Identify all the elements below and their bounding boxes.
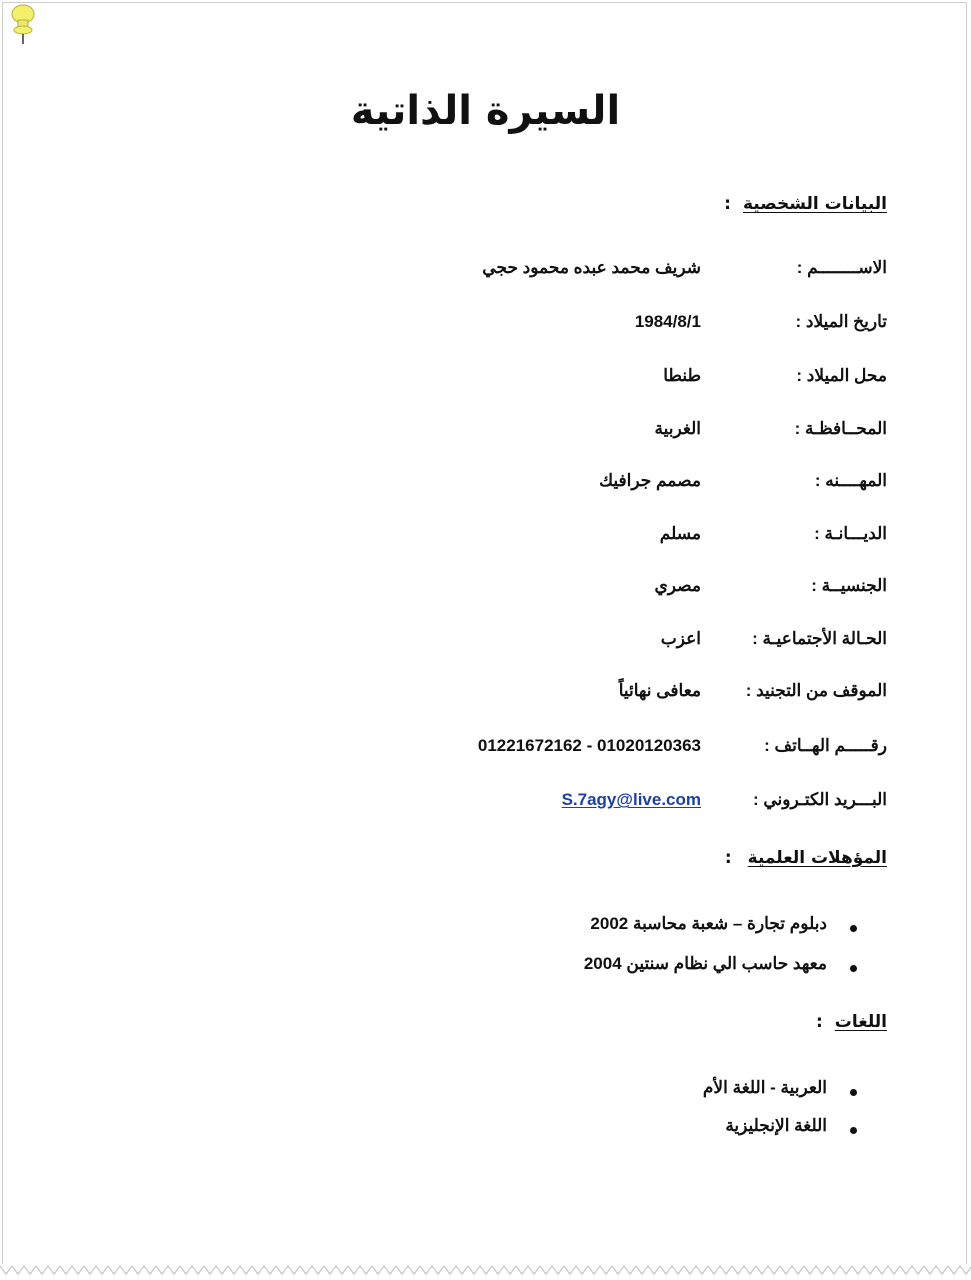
language-text: العربية - اللغة الأم [702,1078,827,1097]
field-value: شريف محمد عبده محمود حجي [482,258,701,277]
field-row-marital-status [0,629,971,659]
phone-value: 01221672162 - 01020120363 [477,736,701,755]
personal-section-heading [724,194,887,214]
field-value: 1984/8/1 [634,312,701,331]
field-label: الموقف من التجنيد : [745,681,887,700]
languages-section-heading [816,1012,887,1032]
field-row-birthplace [0,366,971,396]
field-label: الديـــانـة : [814,524,887,543]
bullet-icon [850,965,857,972]
field-row-phone [0,736,971,766]
bullet-icon [850,1089,857,1096]
bullet-icon [850,925,857,932]
bullet-icon [850,1127,857,1134]
qualifications-heading-text: المؤهلات العلمية [747,848,887,868]
field-value: اعزب [660,629,701,648]
field-row-governorate [0,419,971,449]
field-row-religion [0,524,971,554]
languages-heading-text: اللغات [834,1012,887,1032]
field-value: مسلم [659,524,701,543]
qualification-text: معهد حاسب الي نظام سنتين 2004 [583,954,827,973]
field-value: الغربية [654,419,701,438]
field-value: معافى نهائياً [618,681,701,700]
field-row-email [0,790,971,820]
field-row-birthdate [0,312,971,342]
field-label: تاريخ الميلاد : [795,312,887,331]
languages-heading-colon: : [815,1012,823,1032]
field-value: طنطا [663,366,701,385]
field-label: الحـالة الأجتماعيـة : [752,629,887,648]
field-label: محل الميلاد : [796,366,887,385]
field-label: المهــــنه : [814,471,887,490]
email-link[interactable]: S.7agy@live.com [561,790,701,809]
qualifications-heading-colon: : [724,848,732,868]
list-item [0,914,971,944]
field-row-military-status [0,681,971,711]
qualification-text: دبلوم تجارة – شعبة محاسبة 2002 [590,914,827,933]
page-title [0,88,971,134]
language-text: اللغة الإنجليزية [725,1116,827,1135]
push-pin-icon [6,2,40,46]
title-text: السيرة الذاتية [350,88,621,134]
field-label: الاســــــــم : [796,258,887,277]
list-item [0,954,971,984]
field-row-profession [0,471,971,501]
field-row-name [0,258,971,288]
qualifications-section-heading [725,848,887,868]
list-item [0,1078,971,1108]
personal-heading-colon: : [724,194,731,214]
personal-heading-text: البيانات الشخصية [742,194,887,214]
field-row-nationality [0,576,971,606]
page-torn-edge [0,1262,971,1280]
field-label: الجنسيــة : [811,576,887,595]
field-value: مصمم جرافيك [599,471,701,490]
list-item [0,1116,971,1146]
field-label: البـــريد الكتـروني : [752,790,887,809]
field-value: مصري [654,576,701,595]
field-label: رقـــــم الهــاتف : [764,736,887,755]
field-label: المحــافظـة : [794,419,887,438]
